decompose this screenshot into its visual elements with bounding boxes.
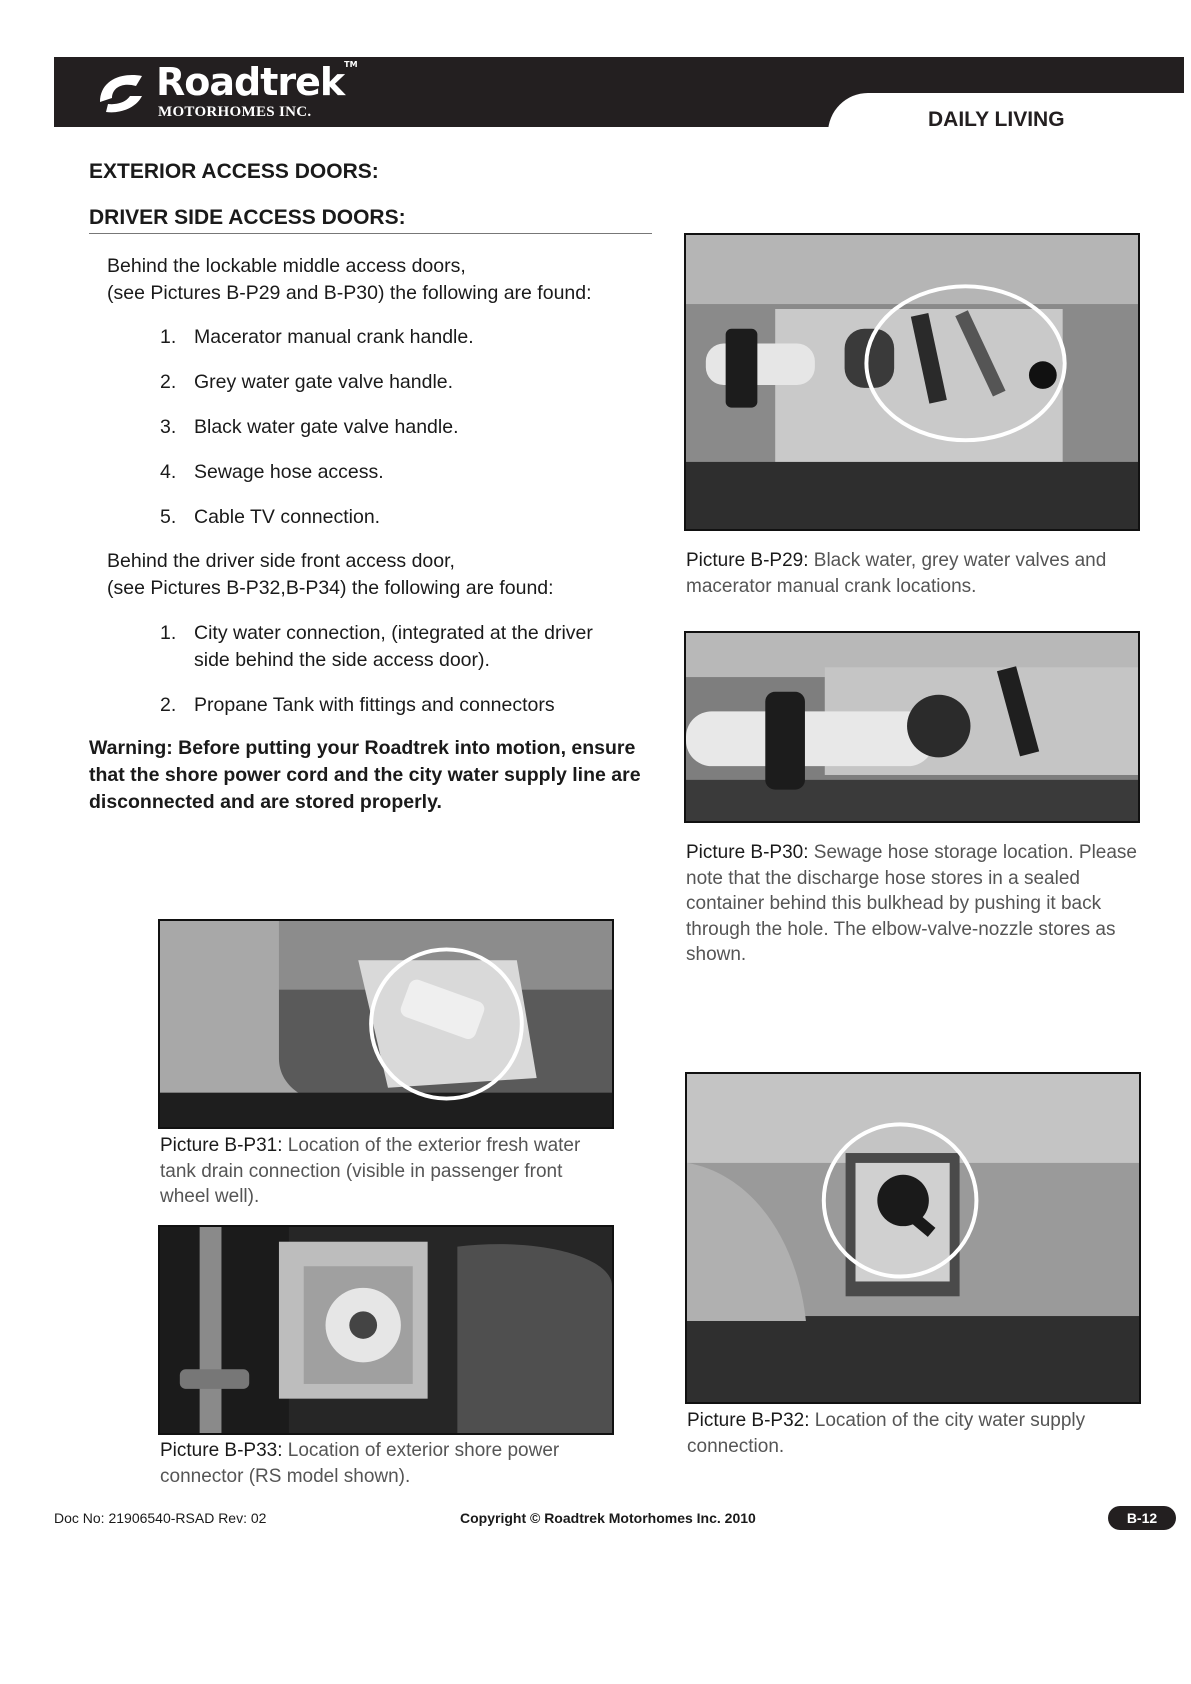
list-text: Propane Tank with fittings and connectors xyxy=(194,694,555,716)
caption-text: Location of exterior shore power connector (RS model shown). xyxy=(160,1440,560,1487)
roadtrek-logo xyxy=(96,62,356,122)
photo-b-p33 xyxy=(158,1225,614,1435)
list-number: 5. xyxy=(160,506,177,528)
caption-text: Black water, grey water valves and macerator manual crank locations. xyxy=(686,550,1107,597)
photo-b-p31 xyxy=(158,919,614,1129)
page-number-badge: B-12 xyxy=(1108,1506,1176,1530)
intro-2-line-2: (see Pictures B-P32,B-P34) the following are found: xyxy=(107,577,554,599)
intro-paragraph-2 xyxy=(107,548,554,602)
photo-b-p32 xyxy=(685,1072,1141,1404)
list-text: Sewage hose access. xyxy=(194,461,384,483)
caption-label: Picture B-P33: xyxy=(160,1440,283,1461)
caption-label: Picture B-P32: xyxy=(687,1410,810,1431)
list-text: side behind the side access door). xyxy=(194,649,490,671)
list-text: Cable TV connection. xyxy=(194,506,381,528)
list-number: 4. xyxy=(160,461,177,483)
logo-tm: TM xyxy=(344,60,358,69)
caption-b-p32 xyxy=(687,1408,1137,1459)
caption-b-p30 xyxy=(686,840,1146,968)
caption-b-p29 xyxy=(686,548,1116,599)
section-heading: DRIVER SIDE ACCESS DOORS: xyxy=(89,206,406,229)
list-number: 1. xyxy=(160,622,177,644)
list-text: Macerator manual crank handle. xyxy=(194,326,474,348)
intro-1-line-1: Behind the lockable middle access doors, xyxy=(107,255,466,277)
caption-text: Sewage hose storage location. Please note that the discharge hose stores in a sealed container behind this bulkhead by pushing it back through the hole. The elbow-valve-nozzle stores as shown. xyxy=(686,842,1137,965)
warning-text: Warning: Before putting your Roadtrek into motion, ensure that the shore power cord and the city water supply line are disconnected and are stored properly. xyxy=(89,737,641,813)
list-number: 2. xyxy=(160,694,177,716)
photo-b-p29 xyxy=(684,233,1140,531)
list-text: Grey water gate valve handle. xyxy=(194,371,454,393)
photo-b-p30 xyxy=(684,631,1140,823)
caption-b-p33 xyxy=(160,1438,610,1489)
footer-doc-number: Doc No: 21906540-RSAD Rev: 02 xyxy=(54,1510,267,1526)
caption-label: Picture B-P30: xyxy=(686,842,809,863)
list-number: 3. xyxy=(160,416,177,438)
page-title: EXTERIOR ACCESS DOORS: xyxy=(89,160,379,183)
intro-paragraph-1 xyxy=(107,253,592,307)
logo-brand-text: Roadtrek xyxy=(156,60,345,104)
footer-copyright: Copyright © Roadtrek Motorhomes Inc. 2010 xyxy=(460,1510,756,1526)
caption-text: Location of the city water supply connection. xyxy=(687,1410,1086,1457)
caption-text: Location of the exterior fresh water tank drain connection (visible in passenger front wheel well). xyxy=(160,1135,581,1207)
caption-label: Picture B-P29: xyxy=(686,550,809,571)
list-text: City water connection, (integrated at the driver xyxy=(194,622,593,644)
heading-divider xyxy=(89,233,652,234)
list-number: 2. xyxy=(160,371,177,393)
list-text: Black water gate valve handle. xyxy=(194,416,459,438)
intro-1-line-2: (see Pictures B-P29 and B-P30) the following are found: xyxy=(107,282,592,304)
roadtrek-logo-mark-icon xyxy=(96,68,146,116)
section-title: DAILY LIVING xyxy=(928,108,1065,131)
logo-subtitle: MOTORHOMES INC. xyxy=(158,104,312,120)
intro-2-line-1: Behind the driver side front access door, xyxy=(107,550,455,572)
caption-label: Picture B-P31: xyxy=(160,1135,283,1156)
list-number: 1. xyxy=(160,326,177,348)
caption-b-p31 xyxy=(160,1133,610,1210)
